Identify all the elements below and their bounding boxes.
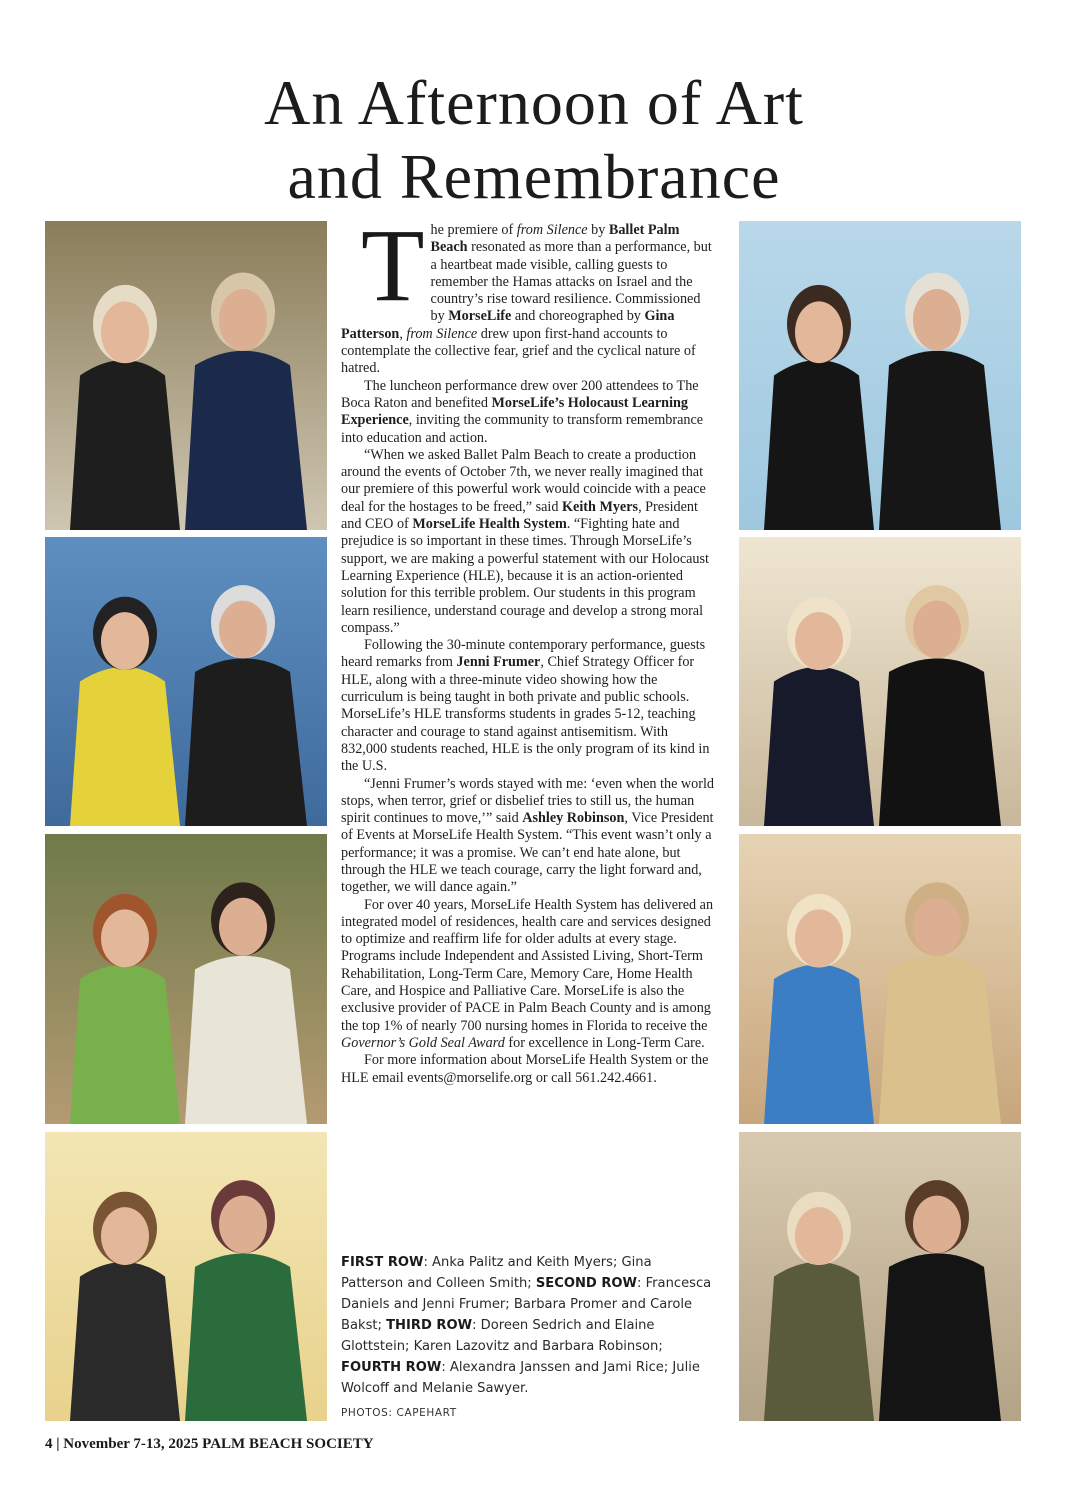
photo-fourth-row-right	[739, 1132, 1021, 1421]
photo-first-row-right	[739, 221, 1021, 530]
page-footer: 4 | November 7-13, 2025 PALM BEACH SOCIETY	[45, 1436, 374, 1452]
article-paragraph-1: The premiere of from Silence by Ballet Palm Beach resonated as more than a performance, but a heartbeat made visible, calling guests to remember the Hamas attacks on Israel and the country’s rise toward resilience. Commissioned by MorseLife and choreographed by Gina Patterson, from Silence drew upon first-hand accounts to contemplate the collective fear, grief and the cyclical nature of hatred.	[341, 208, 712, 377]
article-body	[341, 208, 715, 1087]
photo-fourth-row-left	[45, 1132, 327, 1421]
photo-second-row-left	[45, 537, 327, 826]
caption-row-label: THIRD ROW	[386, 1318, 473, 1333]
photo-caption: FIRST ROW: Anka Palitz and Keith Myers; Gina Patterson and Colleen Smith; SECOND ROW: Francesca Daniels and Jenni Frumer; Barbara Promer and Carole Bakst; THIRD ROW: Doreen Sedrich and Elaine Glottstein; Karen Lazovitz and Barbara Robinson; FOURTH ROW: Alexandra Janssen and Jami Rice; Julie Wolcoff and Melanie Sawyer.	[341, 1255, 712, 1396]
photo-third-row-left	[45, 834, 327, 1124]
article-paragraph-6: For over 40 years, MorseLife Health System has delivered an integrated model of residences, health care and services designed to optimize and reaffirm life for older adults at every stage. Programs include Independent and Assisted Living, Short-Term Rehabilitation, Long-Term Care, Memory Care, Home Health Care, and Hospice and Palliative Care. MorseLife is also the exclusive provider of PACE in Palm Beach County and is among the top 1% of nearly 700 nursing homes in Florida to receive the Governor’s Gold Seal Award for excellence in Long-Term Care.	[341, 896, 714, 1051]
article-paragraph-7: For more information about MorseLife Health System or the HLE email events@morselife.org or call 561.242.4661.	[341, 1052, 709, 1086]
article-paragraph-4: Following the 30-minute contemporary performance, guests heard remarks from Jenni Frumer, Chief Strategy Officer for HLE, along with a three-minute video showing how the curriculum is being taught in both private and public schools. MorseLife’s HLE transforms students in grades 5-12, teaching character and courage to stand against antisemitism. With 832,000 students reached, HLE is the only program of its kind in the U.S.	[341, 637, 710, 775]
photo-third-row-right	[739, 834, 1021, 1124]
caption-row-label: FOURTH ROW	[341, 1360, 442, 1375]
caption-row-label: SECOND ROW	[535, 1276, 638, 1291]
photo-credit: PHOTOS: CAPEHART	[341, 1407, 457, 1419]
photo-first-row-left	[45, 221, 327, 530]
headline-line-2: and Remembrance	[287, 141, 781, 212]
headline	[0, 66, 1068, 214]
article-paragraph-5: “Jenni Frumer’s words stayed with me: ‘even when the world stops, when terror, grief or disbelief tries to still us, the human spirit continues to move,’” said Ashley Robinson, Vice President of Events at MorseLife Health System. “This event wasn’t only a performance; it was a promise. We can’t end hate alone, but through the HLE we teach courage, carry the light forward and, together, we will dance again.”	[341, 775, 715, 896]
photo-second-row-right	[739, 537, 1021, 826]
article-paragraph-3: “When we asked Ballet Palm Beach to create a production around the events of October 7th, we never really imagined that our premiere of this powerful work would coincide with a peace deal for the hostages to be freed,” said Keith Myers, President and CEO of MorseLife Health System. “Fighting hate and prejudice is so important in these times. Through MorseLife’s support, we are making a powerful statement with our Holocaust Learning Experience (HLE), because it is an action-oriented solution for this terrible problem. Our students in this program learn resilience, understand courage and develop a strong moral compass.”	[341, 446, 709, 636]
article-paragraph-2: The luncheon performance drew over 200 attendees to The Boca Raton and benefited MorseLife’s Holocaust Learning Experience, inviting the community to transform remembrance into education and action.	[341, 377, 704, 446]
headline-line-1: An Afternoon of Art	[264, 67, 804, 138]
drop-cap: T	[361, 208, 425, 323]
caption-row-label: FIRST ROW	[341, 1255, 424, 1270]
